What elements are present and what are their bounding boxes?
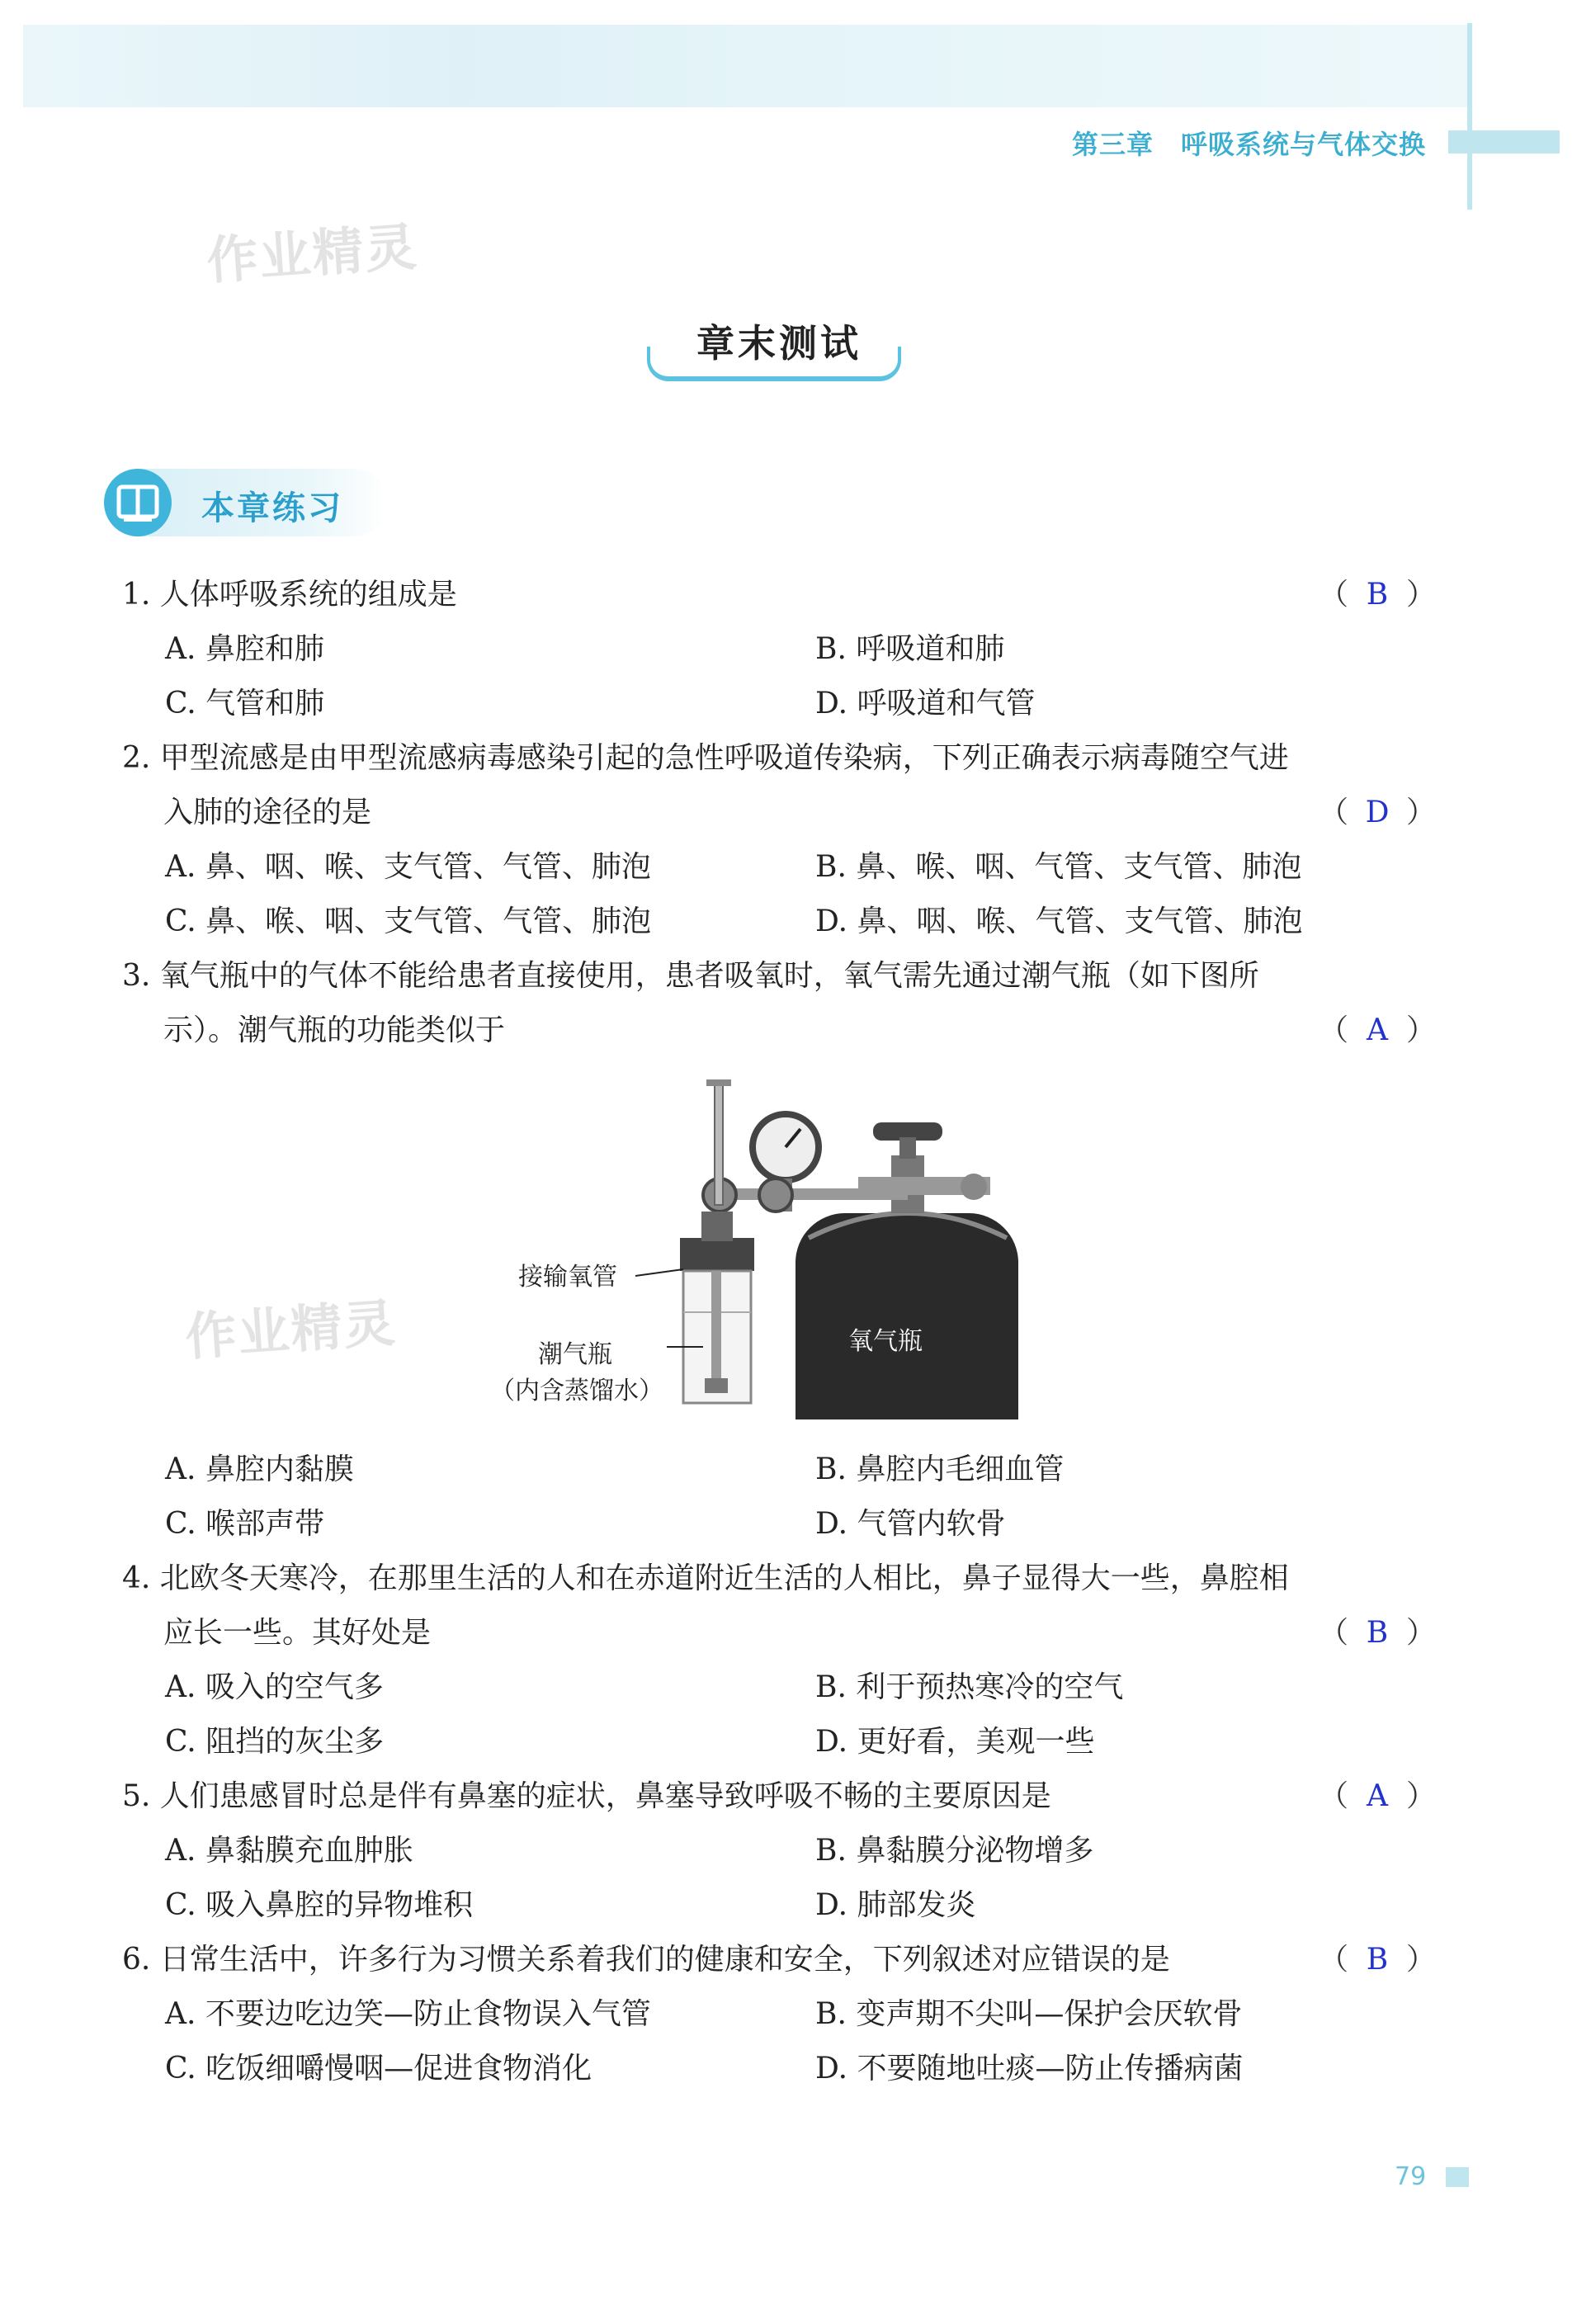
option: D. 鼻、咽、喉、气管、支气管、肺泡: [815, 905, 1303, 938]
option: C. 阻挡的灰尘多: [165, 1725, 385, 1759]
answer-bracket: （ D ）: [1319, 796, 1437, 829]
option: D. 气管内软骨: [815, 1507, 1006, 1541]
option: D. 呼吸道和气管: [815, 687, 1036, 720]
option: D. 肺部发炎: [815, 1888, 976, 1922]
option: C. 气管和肺: [165, 687, 325, 720]
answer-bracket: （ A ）: [1319, 1779, 1437, 1813]
question-text: 3. 氧气瓶中的气体不能给患者直接使用，患者吸氧时，氧气需先通过潮气瓶（如下图所: [122, 959, 1259, 993]
question-text: 2. 甲型流感是由甲型流感病毒感染引起的急性呼吸道传染病，下列正确表示病毒随空气进: [122, 741, 1289, 775]
page-number: 79: [1395, 2162, 1427, 2191]
option: C. 喉部声带: [165, 1507, 325, 1541]
option: B. 呼吸道和肺: [815, 632, 1005, 666]
option: B. 利于预热寒冷的空气: [815, 1670, 1124, 1704]
question-text: 4. 北欧冬天寒冷，在那里生活的人和在赤道附近生活的人相比，鼻子显得大一些，鼻腔相: [122, 1561, 1289, 1595]
oxygen-apparatus-figure: [462, 1065, 1089, 1419]
watermark: 作业精灵: [183, 1292, 399, 1367]
header-vertical-line: [1467, 23, 1472, 210]
title-underline: [647, 347, 901, 381]
answer-bracket: （ B ）: [1319, 578, 1437, 612]
label-humidifier-bottle: 潮气瓶: [538, 1340, 612, 1369]
page-number-accent: [1446, 2167, 1469, 2187]
option: A. 鼻黏膜充血肿胀: [165, 1834, 413, 1868]
option: B. 变声期不尖叫—保护会厌软骨: [815, 1997, 1243, 2031]
option: C. 鼻、喉、咽、支气管、气管、肺泡: [165, 905, 652, 938]
option: B. 鼻、喉、咽、气管、支气管、肺泡: [815, 850, 1302, 884]
chapter-header: 第三章 呼吸系统与气体交换: [1071, 129, 1426, 160]
option: A. 不要边吃边笑—防止食物误入气管: [165, 1997, 651, 2031]
book-icon: [104, 469, 172, 536]
option: D. 更好看，美观一些: [815, 1725, 1095, 1759]
question-text: 入肺的途径的是: [163, 796, 372, 829]
answer-bracket: （ B ）: [1319, 1943, 1437, 1977]
option: A. 吸入的空气多: [165, 1670, 384, 1704]
option: B. 鼻黏膜分泌物增多: [815, 1834, 1094, 1868]
label-oxygen-tank: 氧气瓶: [848, 1327, 923, 1356]
section-badge: [104, 469, 388, 536]
question-text: 5. 人们患感冒时总是伴有鼻塞的症状，鼻塞导致呼吸不畅的主要原因是: [122, 1779, 1051, 1813]
answer-letter: B: [1366, 578, 1389, 612]
header-accent-bar: [1448, 130, 1560, 154]
option: A. 鼻腔和肺: [165, 632, 324, 666]
question-text: 应长一些。其好处是: [163, 1616, 432, 1650]
question-text: 6. 日常生活中，许多行为习惯关系着我们的健康和安全，下列叙述对应错误的是: [122, 1943, 1170, 1977]
question-text: 示）。潮气瓶的功能类似于: [163, 1013, 506, 1047]
option: A. 鼻腔内黏膜: [165, 1452, 354, 1486]
option: C. 吃饭细嚼慢咽—促进食物消化: [165, 2052, 592, 2085]
answer-letter: A: [1367, 1013, 1389, 1047]
option: D. 不要随地吐痰—防止传播病菌: [815, 2052, 1244, 2085]
option: B. 鼻腔内毛细血管: [815, 1452, 1065, 1486]
question-text: 1. 人体呼吸系统的组成是: [122, 578, 457, 612]
label-oxygen-tube: 接输氧管: [518, 1263, 617, 1292]
answer-bracket: （ B ）: [1319, 1616, 1437, 1650]
answer-letter: B: [1366, 1943, 1389, 1977]
header-band: [23, 25, 1467, 107]
answer-letter: A: [1367, 1779, 1389, 1813]
answer-letter: B: [1366, 1616, 1389, 1650]
answer-letter: D: [1365, 796, 1390, 829]
watermark: 作业精灵: [205, 216, 420, 291]
label-humidifier-note: （内含蒸馏水）: [490, 1377, 663, 1405]
answer-bracket: （ A ）: [1319, 1013, 1437, 1047]
option: C. 吸入鼻腔的异物堆积: [165, 1888, 474, 1922]
page-title: 章末测试: [696, 321, 862, 366]
section-title: 本章练习: [201, 489, 343, 527]
option: A. 鼻、咽、喉、支气管、气管、肺泡: [165, 850, 651, 884]
